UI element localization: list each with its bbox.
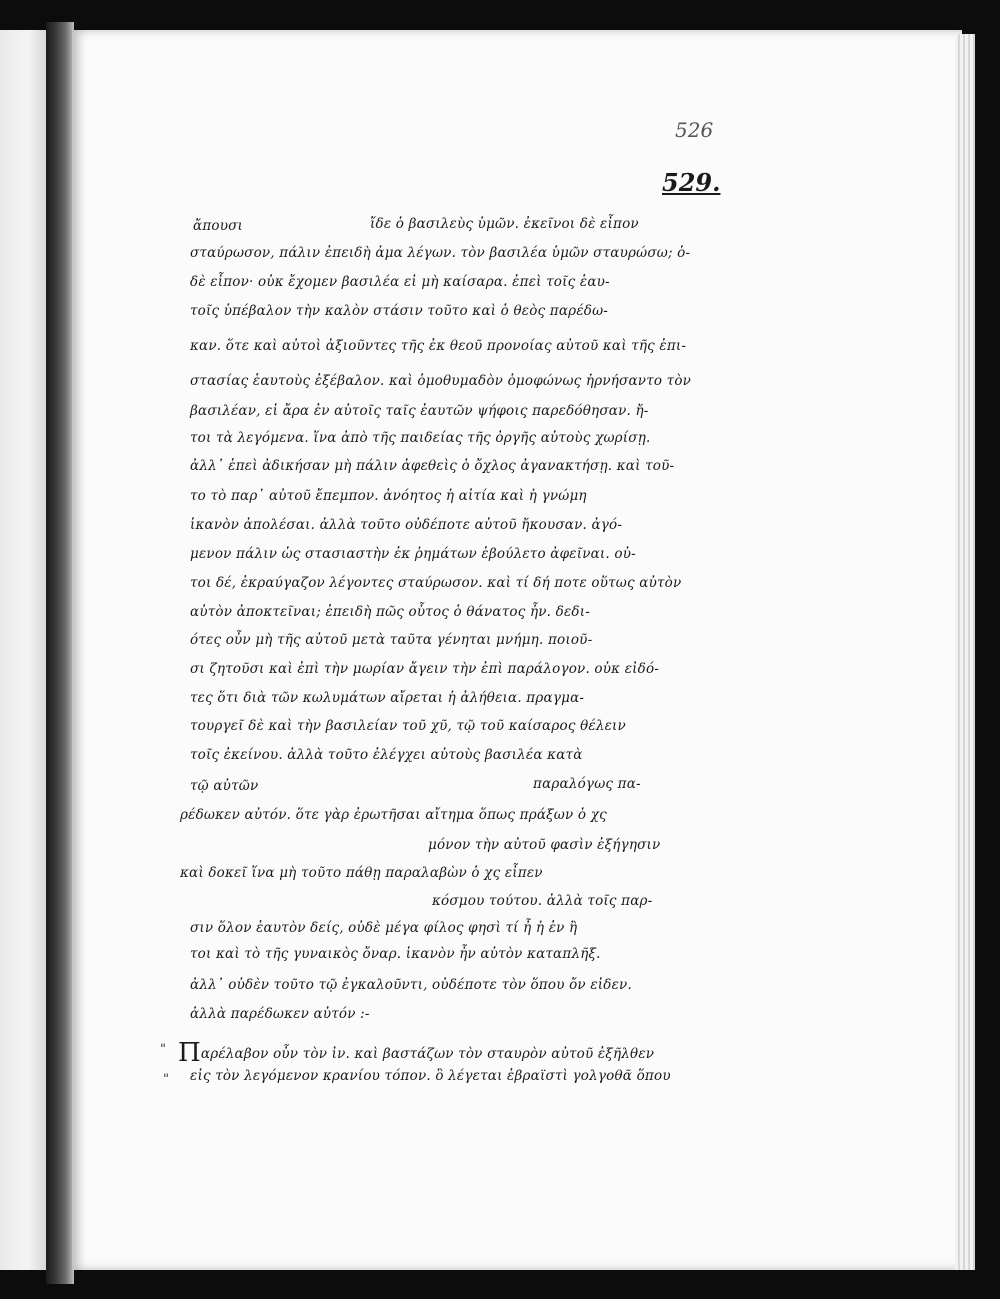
text-line-5: καν. ὅτε καὶ αὐτοὶ ἀξιοῦντες τῆς ἐκ θεοῦ προνοίας αὐτοῦ καὶ τῆς ἐπι- <box>190 338 687 354</box>
text-line-4: τοῖς ὑπέβαλον τὴν καλὸν στάσιν τοῦτο καὶ ὁ θεὸς παρέδω- <box>190 303 609 319</box>
margin-quote-mark-2: " <box>163 1072 169 1087</box>
text-line-30: εἰς τὸν λεγόμενον κρανίου τόπον. ὃ λέγεται ἑβραϊστὶ γολγοθᾶ ὅπου <box>190 1068 671 1084</box>
decorated-initial: Π <box>178 1038 201 1068</box>
margin-quote-mark-1: " <box>160 1042 166 1057</box>
text-line-14: αὐτὸν ἀποκτεῖναι; ἐπειδὴ πῶς οὗτος ὁ θάνατος ἦν. δεδι- <box>190 604 590 620</box>
text-line-12: μενον πάλιν ὡς στασιαστὴν ἐκ ῥημάτων ἐβούλετο ἀφεῖναι. οὐ- <box>190 546 636 562</box>
text-line-28: ἀλλὰ παρέδωκεν αὐτόν :- <box>190 1006 370 1022</box>
text-line-7: βασιλέαν, εἰ ἄρα ἐν αὐτοῖς ταῖς ἑαυτῶν ψήφοις παρεδόθησαν. ἤ- <box>190 403 649 419</box>
text-line-24: κόσμου τούτου. ἀλλὰ τοῖς παρ- <box>432 893 653 909</box>
text-line-1a: ἄπουσι <box>193 218 244 234</box>
text-line-22: μόνον τὴν αὐτοῦ φασὶν ἐξήγησιν <box>428 837 661 853</box>
text-line-13: τοι δέ, ἐκραύγαζον λέγοντες σταύρωσον. καὶ τί δή ποτε οὕτως αὐτὸν <box>190 575 682 591</box>
text-line-20a: τῷ αὐτῶν <box>190 778 259 794</box>
text-line-9: ἀλλ᾽ ἐπεὶ ἀδικήσαν μὴ πάλιν ἀφεθεὶς ὁ ὄχλος ἀγανακτήσῃ. καὶ τοῦ- <box>190 458 675 474</box>
folio-number-pencil: 526 <box>675 118 714 142</box>
left-page-edge <box>0 30 46 1270</box>
text-line-11: ἱκανὸν ἀπολέσαι. ἀλλὰ τοῦτο οὐδέποτε αὐτοῦ ἤκουσαν. ἀγό- <box>190 517 623 533</box>
text-line-29 <box>178 1038 654 1068</box>
text-line-3: δὲ εἶπον· οὐκ ἔχομεν βασιλέα εἰ μὴ καίσαρα. ἐπεὶ τοῖς ἑαυ- <box>190 274 610 290</box>
text-line-1b: ἴδε ὁ βασιλεὺς ὑμῶν. ἐκεῖνοι δὲ εἶπον <box>370 216 639 232</box>
text-line-10: το τὸ παρ᾽ αὐτοῦ ἔπεμπον. ἀνόητος ἡ αἰτία καὶ ἡ γνώμη <box>190 488 587 504</box>
text-line-21: ρέδωκεν αὐτόν. ὅτε γὰρ ἐρωτῆσαι αἴτημα ὅπως πράξων ὁ χς <box>180 807 607 823</box>
text-line-20b: παραλόγως πα- <box>533 776 641 792</box>
text-line-2: σταύρωσον, πάλιν ἐπειδὴ ἀμα λέγων. τὸν βασιλέα ὑμῶν σταυρώσω; ὁ- <box>190 245 691 261</box>
text-line-25: σιν ὅλον ἑαυτὸν δείς, οὐδὲ μέγα φίλος φησὶ τί ἦ ἡ ἐν ἢ <box>190 920 578 936</box>
binding-gutter <box>46 22 74 1284</box>
text-line-17: τες ὅτι διὰ τῶν κωλυμάτων αἴρεται ἡ ἀλήθεια. πραγμα- <box>190 690 585 706</box>
text-line-29-body: αρέλαβον οὖν τὸν ἰν. καὶ βαστάζων τὸν σταυρὸν αὐτοῦ ἐξῆλθεν <box>200 1046 655 1062</box>
text-line-6: στασίας ἑαυτοὺς ἐξέβαλον. καὶ ὁμοθυμαδὸν ὁμοφώνως ἠρνήσαντο τὸν <box>190 373 692 389</box>
text-line-19: τοῖς ἐκείνου. ἀλλὰ τοῦτο ἐλέγχει αὐτοὺς βασιλέα κατὰ <box>190 747 583 763</box>
text-line-26: τοι καὶ τὸ τῆς γυναικὸς ὄναρ. ἱκανὸν ἦν αὐτὸν καταπλῆξ. <box>190 946 601 962</box>
page-stack-edge <box>955 34 975 1270</box>
text-line-27: ἀλλ᾽ οὐδὲν τοῦτο τῷ ἐγκαλοῦντι, οὐδέποτε τὸν ὅπου ὄν εἰδεν. <box>190 977 632 993</box>
text-line-23: καὶ δοκεῖ ἵνα μὴ τοῦτο πάθῃ παραλαβὼν ὁ χς εἶπεν <box>180 865 543 881</box>
text-line-15: ότες οὖν μὴ τῆς αὐτοῦ μετὰ ταῦτα γένηται μνήμη. ποιοῦ- <box>190 632 593 648</box>
text-line-8: τοι τὰ λεγόμενα. ἵνα ἀπὸ τῆς παιδείας τῆς ὀργῆς αὐτοὺς χωρίσῃ. <box>190 430 651 446</box>
folio-number-ink: 529. <box>662 168 721 197</box>
text-line-18: τουργεῖ δὲ καὶ τὴν βασιλείαν τοῦ χῦ, τῷ τοῦ καίσαρος θέλειν <box>190 718 626 734</box>
text-line-16: σι ζητοῦσι καὶ ἐπὶ τὴν μωρίαν ἄγειν τὴν ἐπὶ παράλογον. οὐκ εἰδό- <box>190 661 660 677</box>
